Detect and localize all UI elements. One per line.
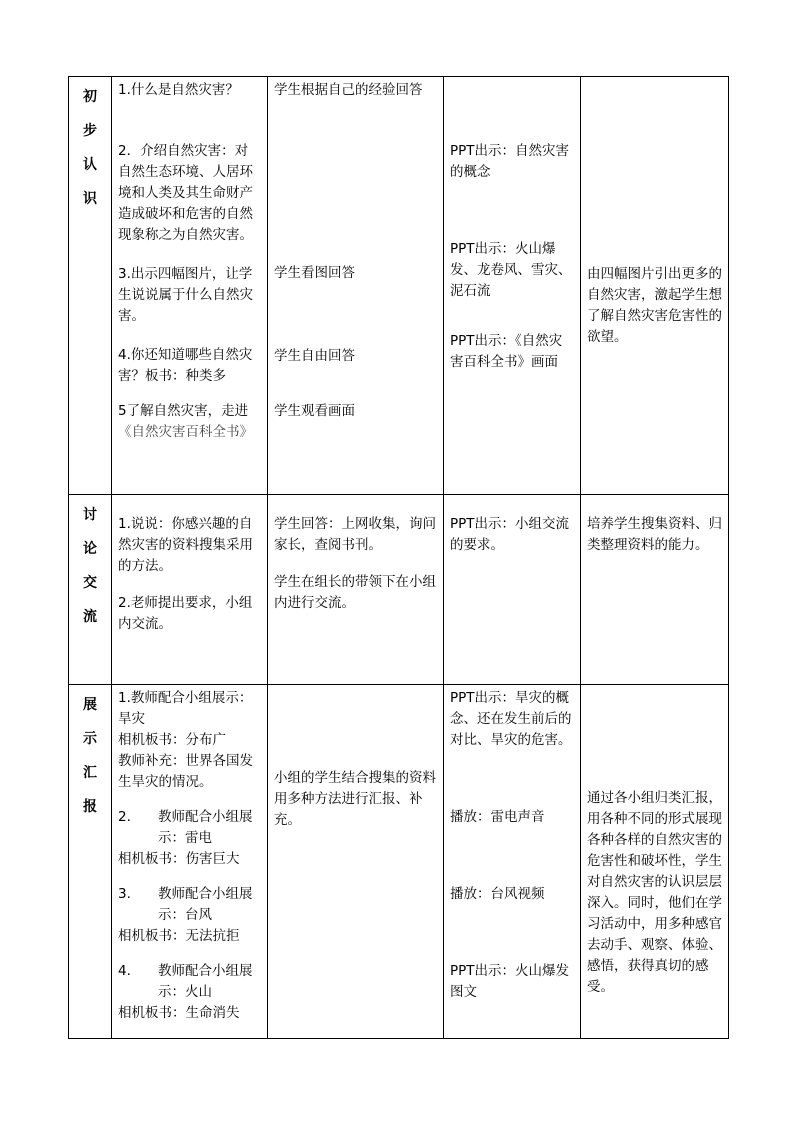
teacher-step: 5了解自然灾害，走进 xyxy=(118,403,249,419)
teacher-activity-cell xyxy=(112,77,268,495)
media-item: PPT出示：火山爆发、龙卷风、雪灾、泥石流 xyxy=(450,241,572,299)
lesson-plan-table xyxy=(68,76,729,1039)
stage-char: 汇 xyxy=(83,765,97,781)
student-response: 学生自由回答 xyxy=(274,348,355,364)
stage-char: 讨 xyxy=(83,507,97,523)
board-note: 相机板书：分布广 xyxy=(118,732,226,748)
stage-char: 认 xyxy=(83,157,97,173)
student-response: 学生观看画面 xyxy=(274,403,355,419)
teacher-step: 教师配合小组展示：雷电 xyxy=(158,809,253,846)
media-item: PPT出示：自然灾害的概念 xyxy=(450,143,570,180)
student-response: 学生在组长的带领下在小组内进行交流。 xyxy=(274,574,436,611)
stage-char: 流 xyxy=(83,609,97,625)
board-note: 相机板书：伤害巨大 xyxy=(118,851,240,867)
stage-cell xyxy=(69,495,112,685)
student-response: 学生看图回答 xyxy=(274,265,355,281)
media-cell xyxy=(444,495,581,685)
student-response: 学生回答：上网收集，询问家长，查阅书刊。 xyxy=(274,516,436,553)
stage-char: 展 xyxy=(83,697,97,713)
stage-char: 论 xyxy=(83,541,97,557)
step-number: 3. xyxy=(118,886,131,902)
student-response: 小组的学生结合搜集的资料用多种方法进行汇报、补充。 xyxy=(274,770,436,828)
teacher-step: 3.出示四幅图片，让学生说说属于什么自然灾害。 xyxy=(118,266,253,324)
stage-cell xyxy=(69,685,112,1039)
media-item: PPT出示：火山爆发图文 xyxy=(450,963,570,1000)
board-note: 相机板书：生命消失 xyxy=(118,1005,240,1021)
student-activity-cell xyxy=(268,685,444,1039)
teacher-step: 1.教师配合小组展示：旱灾 xyxy=(118,690,253,727)
design-intent-cell xyxy=(581,685,729,1039)
teacher-note: 教师补充：世界各国发生旱灾的情况。 xyxy=(118,753,253,790)
stage-char: 交 xyxy=(83,575,97,591)
stage-char: 步 xyxy=(83,123,97,139)
student-activity-cell xyxy=(268,495,444,685)
media-cell xyxy=(444,685,581,1039)
section-row-discussion xyxy=(69,495,729,685)
design-intent: 通过各小组归类汇报，用各种不同的形式展现各种各样的自然灾害的危害性和破坏性，学生对自然灾害的认识层层深入。同时，他们在学习活动中，用多种感官去动手、观察、体验、感悟，获得真切的感受。 xyxy=(587,790,722,995)
media-item: PPT出示：小组交流的要求。 xyxy=(450,516,570,553)
step-number: 2. xyxy=(118,809,131,825)
student-activity-cell xyxy=(268,77,444,495)
design-intent-cell xyxy=(581,495,729,685)
teacher-step: 2.老师提出要求，小组内交流。 xyxy=(118,595,253,632)
step-number: 4. xyxy=(118,963,131,979)
design-intent-cell xyxy=(581,77,729,495)
teacher-activity-cell xyxy=(112,685,268,1039)
stage-char: 示 xyxy=(83,731,97,747)
media-item: 播放：台风视频 xyxy=(450,886,545,902)
teacher-step: 1.什么是自然灾害？ xyxy=(118,82,239,98)
media-item: PPT出示：《自然灾害百科全书》画面 xyxy=(450,333,563,370)
stage-char: 初 xyxy=(83,89,97,105)
stage-cell xyxy=(69,77,112,495)
media-item: 播放：雷电声音 xyxy=(450,809,545,825)
teacher-step: 4.你还知道哪些自然灾害？板书：种类多 xyxy=(118,347,253,384)
design-intent: 培养学生搜集资料、归类整理资料的能力。 xyxy=(587,516,722,553)
student-response: 学生根据自己的经验回答 xyxy=(274,82,423,98)
stage-char: 识 xyxy=(83,191,97,207)
media-cell xyxy=(444,77,581,495)
teacher-step: 1.说说：你感兴趣的自然灾害的资料搜集采用的方法。 xyxy=(118,516,253,574)
board-note: 相机板书：无法抗拒 xyxy=(118,928,240,944)
section-row-presentation xyxy=(69,685,729,1039)
stage-char: 报 xyxy=(83,799,97,815)
teacher-step: 教师配合小组展示：火山 xyxy=(158,963,253,1000)
teacher-step: 教师配合小组展示：台风 xyxy=(158,886,253,923)
media-item: PPT出示：旱灾的概念、还在发生前后的对比、旱灾的危害。 xyxy=(450,690,572,748)
design-intent: 由四幅图片引出更多的自然灾害，激起学生想了解自然灾害危害性的欲望。 xyxy=(587,266,722,345)
section-row-initial-understanding xyxy=(69,77,729,495)
teacher-activity-cell xyxy=(112,495,268,685)
teacher-step-book-title: 《自然灾害百科全书》 xyxy=(118,424,253,440)
teacher-step: 2．介绍自然灾害：对自然生态环境、人居环境和人类及其生命财产造成破坏和危害的自然现象称之为自然灾害。 xyxy=(118,143,253,243)
